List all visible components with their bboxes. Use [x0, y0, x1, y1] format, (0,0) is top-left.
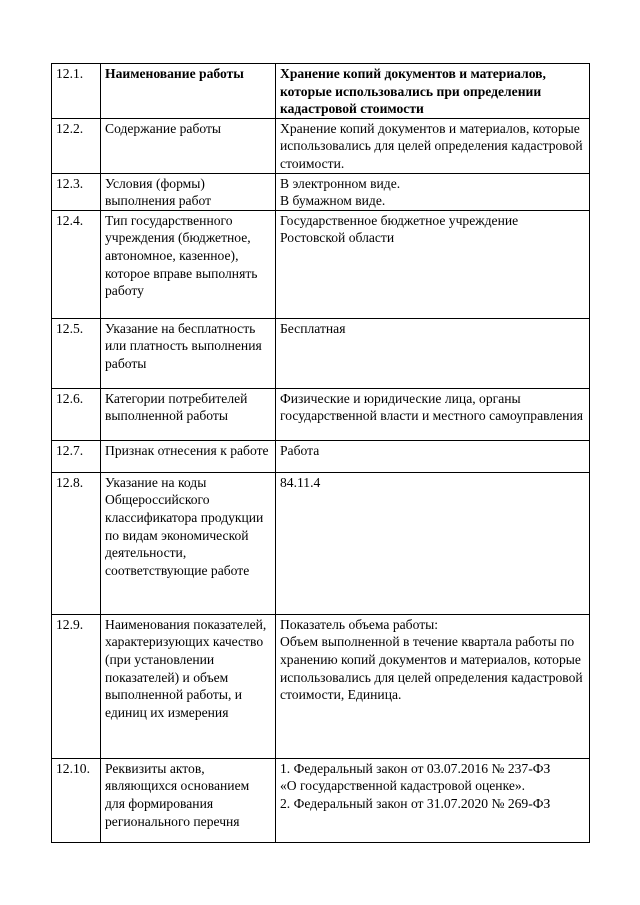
table-row: [52, 440, 590, 472]
row-label: Указание на коды Общероссийского классификатора продукции по видам экономической деятельности, соответствующие работе: [101, 472, 276, 614]
row-number: 12.9.: [52, 614, 101, 758]
row-label: Тип государственного учреждения (бюджетное, автономное, казенное), которое вправе выполнять работу: [101, 210, 276, 318]
row-value-line: Объем выполненной в течение квартала работы по хранению копий документов и материалов, которые использовались для целей определения кадастровой стоимости, Единица.: [280, 634, 583, 703]
row-value-line: Физические и юридические лица, органы государственной власти и местного самоуправления: [280, 390, 583, 424]
row-number: 12.6.: [52, 388, 101, 440]
row-number: 12.4.: [52, 210, 101, 318]
table-row: [52, 758, 590, 842]
table-row: [52, 318, 590, 388]
table-row: [52, 388, 590, 440]
row-label: Условия (формы) выполнения работ: [101, 173, 276, 210]
table-row: [52, 118, 590, 173]
table-row: [52, 173, 590, 210]
row-label: Содержание работы: [101, 118, 276, 173]
row-value-line: Бесплатная: [280, 320, 346, 336]
table-row: [52, 210, 590, 318]
row-number: 12.2.: [52, 118, 101, 173]
row-value-line: Государственное бюджетное учреждение Ростовской области: [280, 212, 519, 246]
row-value-line: 2. Федеральный закон от 31.07.2020 № 269-ФЗ: [280, 795, 551, 811]
row-number: 12.1.: [52, 64, 101, 119]
row-value: [276, 64, 590, 119]
row-value-line: 1. Федеральный закон от 03.07.2016 № 237-ФЗ: [280, 760, 551, 776]
row-number: 12.10.: [52, 758, 101, 842]
row-value: [276, 173, 590, 210]
row-number: 12.3.: [52, 173, 101, 210]
table-row: [52, 64, 590, 119]
table-row: [52, 614, 590, 758]
row-value: [276, 758, 590, 842]
row-label: Категории потребителей выполненной работы: [101, 388, 276, 440]
row-value: [276, 440, 590, 472]
row-value-line: 84.11.4: [280, 474, 321, 490]
row-label: Наименование работы: [101, 64, 276, 119]
row-value-line: «О государственной кадастровой оценке».: [280, 778, 526, 794]
document-table: [51, 63, 590, 843]
row-value-line: В электронном виде.: [280, 175, 401, 191]
row-value-line: Хранение копий документов и материалов, которые использовались для целей определения кадастровой стоимости.: [280, 120, 583, 171]
table-row: [52, 472, 590, 614]
row-value-line: В бумажном виде.: [280, 193, 386, 209]
row-value: [276, 388, 590, 440]
row-value-line: Работа: [280, 442, 320, 458]
row-value-line: Показатель объема работы:: [280, 616, 439, 632]
row-label: Признак отнесения к работе: [101, 440, 276, 472]
row-value: [276, 472, 590, 614]
row-value: [276, 118, 590, 173]
row-value: [276, 210, 590, 318]
row-value-line: Хранение копий документов и материалов, которые использовались при определении кадастровой стоимости: [280, 66, 546, 117]
row-number: 12.5.: [52, 318, 101, 388]
row-value: [276, 318, 590, 388]
row-number: 12.8.: [52, 472, 101, 614]
row-number: 12.7.: [52, 440, 101, 472]
row-label: Реквизиты актов, являющихся основанием для формирования регионального перечня: [101, 758, 276, 842]
row-value: [276, 614, 590, 758]
row-label: Указание на бесплатность или платность выполнения работы: [101, 318, 276, 388]
row-label: Наименования показателей, характеризующих качество (при установлении показателей) и объем выполненной работы, и единиц их измерения: [101, 614, 276, 758]
